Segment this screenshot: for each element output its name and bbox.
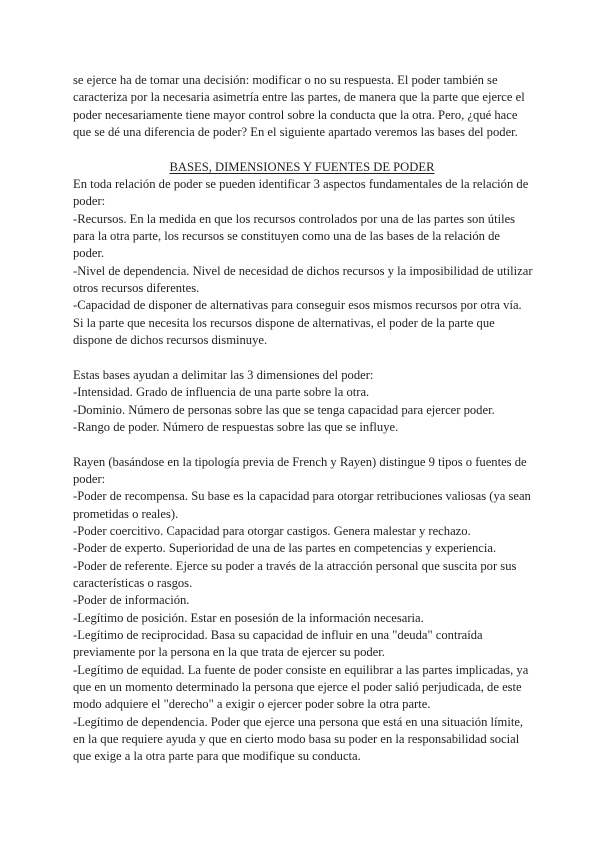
intro-paragraph [73,72,531,141]
text-line: -Intensidad. Grado de influencia de una parte sobre la otra. [73,385,370,400]
text-line: -Legítimo de posición. Estar en posesión de la información necesaria. [73,610,424,625]
text-line: En toda relación de poder se pueden identificar 3 aspectos fundamentales de la relación de [73,177,529,192]
paragraph-gap [73,141,531,158]
section-heading: BASES, DIMENSIONES Y FUENTES DE PODER [169,159,435,174]
paragraph-gap [73,350,531,367]
text-line: que en un momento determinado la persona que ejerce el poder salió perjudicada, de este [73,680,522,695]
text-line: -Poder de información. [73,593,190,608]
text-line: características o rasgos. [73,575,193,590]
text-line: modo adquiere el "derecho" a exigir o ejercer poder sobre la otra parte. [73,697,431,712]
text-line: -Legítimo de dependencia. Poder que ejerce una persona que está en una situación límite, [73,714,524,729]
text-line: -Capacidad de disponer de alternativas para conseguir esos mismos recursos por otra vía. [73,298,522,313]
text-line: poder: [73,194,106,209]
text-line: poder. [73,246,105,261]
text-line: otros recursos diferentes. [73,281,200,296]
text-line: en la que requiere ayuda y que en cierto modo basa su poder en la responsabilidad social [73,732,520,747]
text-line: caracteriza por la necesaria asimetría entre las partes, de manera que la parte que ejerce el [73,90,525,105]
text-line: -Rango de poder. Número de respuestas sobre las que se influye. [73,419,399,434]
text-line: -Legítimo de equidad. La fuente de poder consiste en equilibrar a las partes implicadas, ya [73,662,529,677]
text-line: -Poder de experto. Superioridad de una de las partes en competencias y experiencia. [73,541,497,556]
dimensions-paragraph [73,367,531,436]
bases-paragraph [73,176,531,349]
text-line: Rayen (basándose en la tipología previa de French y Rayen) distingue 9 tipos o fuentes de [73,454,527,469]
text-line: para la otra parte, los recursos se constituyen como una de las bases de la relación de [73,229,500,244]
text-line: -Poder de referente. Ejerce su poder a través de la atracción personal que suscita por sus [73,558,517,573]
text-line: -Dominio. Número de personas sobre las que se tenga capacidad para ejercer poder. [73,402,495,417]
text-line: -Poder de recompensa. Su base es la capacidad para otorgar retribuciones valiosas (ya sean [73,489,531,504]
text-line: Estas bases ayudan a delimitar las 3 dimensiones del poder: [73,367,374,382]
document-body [73,72,531,766]
paragraph-gap [73,436,531,453]
text-line: que exige a la otra parte para que modifique su conducta. [73,749,361,764]
text-line: -Nivel de dependencia. Nivel de necesidad de dichos recursos y la imposibilidad de utilizar [73,263,533,278]
text-line: -Legítimo de reciprocidad. Basa su capacidad de influir en una "deuda" contraída [73,628,483,642]
text-line: -Poder coercitivo. Capacidad para otorgar castigos. Genera malestar y rechazo. [73,523,471,538]
text-line: Si la parte que necesita los recursos dispone de alternativas, el poder de la parte que [73,315,495,330]
text-line: poder: [73,471,106,486]
text-line: poder necesariamente tiene mayor control sobre la conducta que la otra. Pero, ¿qué hace [73,107,518,122]
text-line: dispone de dichos recursos disminuye. [73,333,268,348]
text-line: -Recursos. En la medida en que los recursos controlados por una de las partes son útiles [73,211,516,226]
text-line: se ejerce ha de tomar una decisión: modificar o no su respuesta. El poder también se [73,73,498,87]
sources-paragraph [73,454,531,766]
text-line: prometidas o reales). [73,506,179,521]
text-line: que se dé una diferencia de poder? En el siguiente apartado veremos las bases del poder. [73,125,518,140]
text-line: previamente por la persona en la que trata de ejercer su poder. [73,645,385,660]
